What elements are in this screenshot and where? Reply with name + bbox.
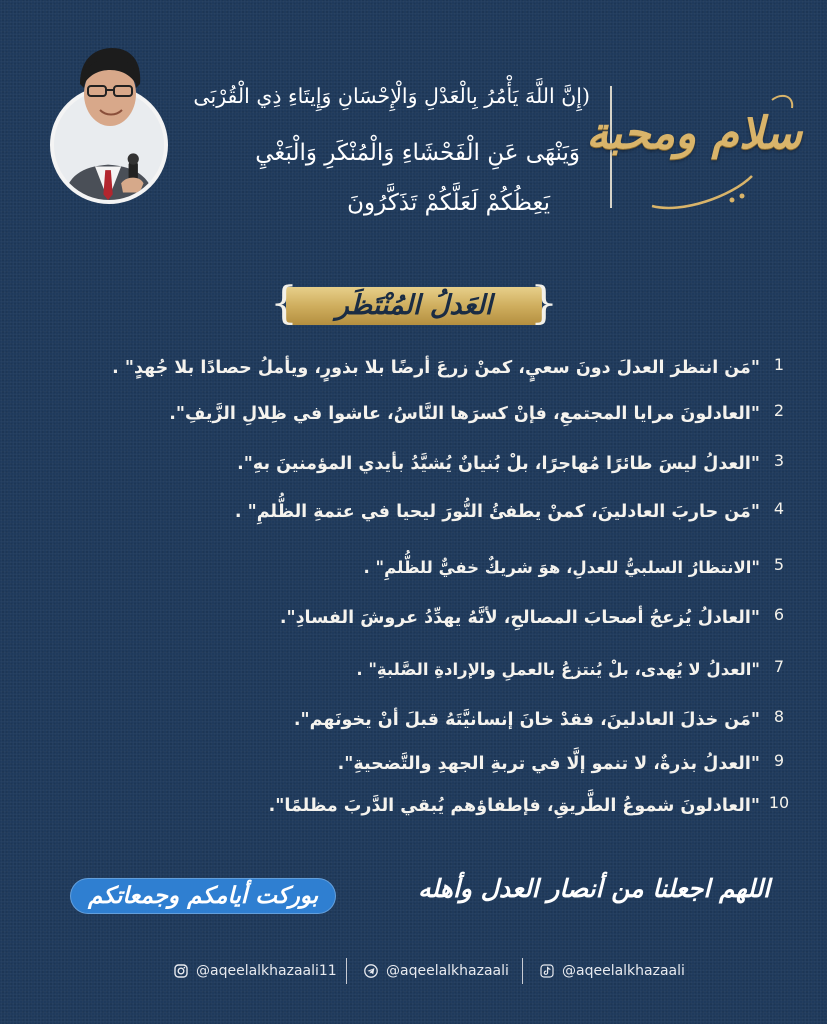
tiktok-handle: @aqeelalkhazaali <box>562 963 685 979</box>
instagram-icon <box>174 964 188 978</box>
telegram-link[interactable] <box>364 956 509 986</box>
item-number: 9 <box>773 751 785 770</box>
tiktok-icon <box>540 964 554 978</box>
list-item <box>28 603 808 635</box>
verse-line-2: وَيَنْهَى عَنِ الْفَحْشَاءِ وَالْمُنْكَرِ وَالْبَغْيِ <box>255 140 580 166</box>
quran-verse <box>190 78 590 228</box>
item-number: 3 <box>773 451 785 470</box>
telegram-handle: @aqeelalkhazaali <box>386 963 509 979</box>
list-item <box>28 705 808 737</box>
item-number: 6 <box>773 605 785 624</box>
list-item <box>28 353 808 385</box>
instagram-link[interactable] <box>174 956 337 986</box>
item-number: 10 <box>768 793 790 812</box>
item-number: 7 <box>773 657 785 676</box>
tiktok-link[interactable] <box>540 956 685 986</box>
title-brace-left: { <box>270 278 298 329</box>
page-title: العَدلُ المُنْتَظَر <box>335 290 493 321</box>
list-item <box>28 553 808 585</box>
list-item <box>28 655 808 687</box>
portrait <box>44 44 176 204</box>
item-text: "مَن انتظرَ العدلَ دونَ سعيٍ، كمنْ زرعَ أرضًا بلا بذورٍ، ويأملُ حصادًا بلا جُهدٍ" . <box>112 358 760 378</box>
item-number: 1 <box>773 355 785 374</box>
social-footer <box>150 956 710 986</box>
item-text: "العادلُ يُزعجُ أصحابَ المصالحِ، لأنَّهُ يهدِّدُ عروشَ الفسادِ". <box>279 608 760 628</box>
closing-highlight: بوركت أيامكم وجمعاتكم <box>70 878 336 914</box>
closing-line <box>60 872 770 920</box>
item-number: 2 <box>773 401 785 420</box>
title-brace-right: } <box>530 278 558 329</box>
telegram-icon <box>364 964 378 978</box>
portrait-head-icon <box>70 44 150 140</box>
closing-prayer: اللهم اجعلنا من أنصار العدل وأهله <box>418 874 770 903</box>
list-item <box>28 497 808 529</box>
item-number: 5 <box>773 555 785 574</box>
item-text: "الانتظارُ السلبيُّ للعدلِ، هوَ شريكٌ خفيٌّ للظُّلمِ" . <box>363 558 760 577</box>
item-text: "العدلُ لا يُهدى، بلْ يُنتزعُ بالعملِ والإرادةِ الصَّلبةِ" . <box>356 660 760 679</box>
brand-logo <box>586 86 822 216</box>
item-number: 8 <box>773 707 785 726</box>
verse-line-3: يَعِظُكُمْ لَعَلَّكُمْ تَذَكَّرُونَ <box>347 190 550 216</box>
list-item <box>28 399 808 431</box>
item-text: "مَن خذلَ العادلينَ، فقدْ خانَ إنسانيَّتَهُ قبلَ أنْ يخونَهم". <box>293 710 760 730</box>
item-text: "العادلونَ مرايا المجتمعِ، فإنْ كسرَها النَّاسُ، عاشوا في ظِلالِ الزَّيفِ". <box>169 404 760 424</box>
item-text: "العدلُ بذرةٌ، لا تنمو إلَّا في تربةِ الجهدِ والتَّضحيةِ". <box>337 754 760 774</box>
brand-text: سلام ومحبة <box>586 108 802 159</box>
list-item <box>28 791 808 823</box>
verse-line-1: (إِنَّ اللَّهَ يَأْمُرُ بِالْعَدْلِ وَالْإِحْسَانِ وَإِيتَاءِ ذِي الْقُرْبَى <box>193 84 590 108</box>
instagram-handle: @aqeelalkhazaali11 <box>196 963 337 979</box>
item-text: "العدلُ ليسَ طائرًا مُهاجرًا، بلْ بُنيانٌ يُشيَّدُ بأيدي المؤمنينَ بهِ". <box>237 454 760 474</box>
item-number: 4 <box>773 499 785 518</box>
item-text: "العادلونَ شموعُ الطَّريقِ، فإطفاؤهم يُبقي الدَّربَ مظلمًا". <box>268 796 760 816</box>
item-text: "مَن حاربَ العادلينَ، كمنْ يطفئُ النُّورَ ليحيا في عتمةِ الظُّلمِ" . <box>234 502 760 522</box>
list-item <box>28 449 808 481</box>
footer-separator <box>346 958 347 984</box>
list-item <box>28 749 808 781</box>
footer-separator <box>522 958 523 984</box>
title-banner <box>270 278 558 329</box>
